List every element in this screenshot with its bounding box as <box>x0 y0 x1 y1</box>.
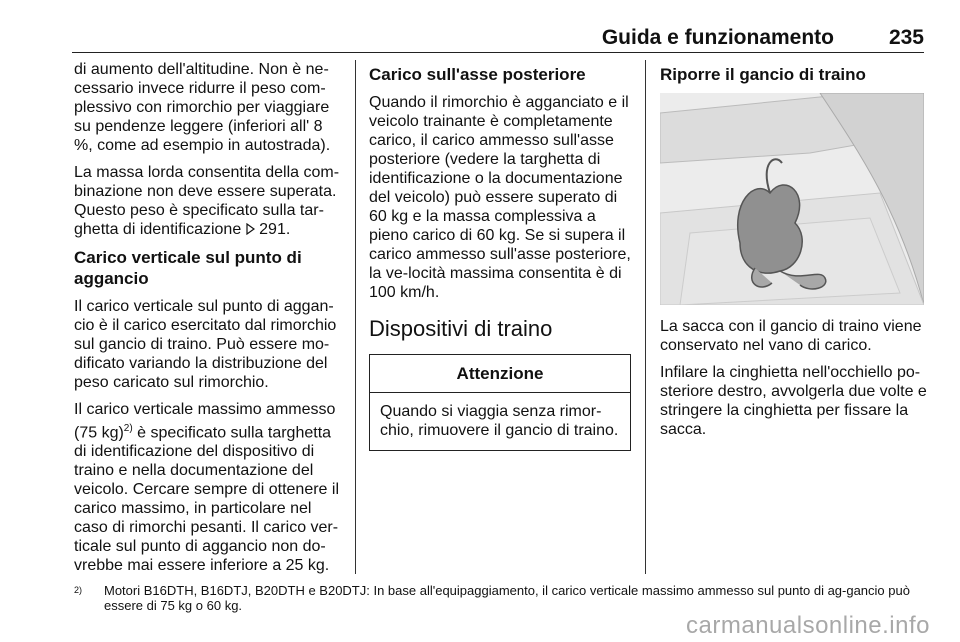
column-2 <box>369 60 631 451</box>
page-header <box>72 24 924 53</box>
heading-vertical-load: Carico verticale sul punto di aggancio <box>74 248 302 288</box>
warning-title: Attenzione <box>370 355 630 393</box>
column-3 <box>660 60 930 447</box>
paragraph-vertical-load: Il carico verticale sul punto di aggan-cio è il carico esercitato dal rimorchio sul gancio di traino. Può essere mo-dificato variando la distribuzione del peso caricato sul rimorchio. <box>74 298 337 391</box>
watermark: carmanualsonline.info <box>686 612 930 639</box>
column-divider-2 <box>645 60 646 574</box>
paragraph-gross-mass <box>74 163 342 239</box>
warning-box <box>369 354 631 451</box>
reference-arrow-icon <box>246 223 255 235</box>
cargo-bag-illustration <box>660 93 924 305</box>
max-load-text-b: è specificato sulla targhetta di identificazione del dispositivo di traino e nella documentazione del veicolo. Cercare sempre di ottenere il carico massimo, in particolare nel caso di rimorchi pesanti. Il carico ver-ticale sul punto di aggancio non do-vrebbe mai essere inferiore a 25 kg. <box>74 424 340 575</box>
column-1 <box>74 60 342 583</box>
paragraph-max-vertical-load <box>74 400 342 575</box>
heading-rear-axle: Carico sull'asse posteriore <box>369 65 586 84</box>
warning-text: Quando si viaggia senza rimor-chio, rimuovere il gancio di traino. <box>380 403 619 439</box>
heading-towing-devices: Dispositivi di traino <box>369 316 553 341</box>
gross-mass-text: La massa lorda consentita della com-binazione non deve essere superata. Questo peso è specificato sulla tar-ghetta di identificazione <box>74 164 340 238</box>
page-reference-link[interactable]: 291. <box>259 221 291 238</box>
heading-store-tow-hook: Riporre il gancio di traino <box>660 65 866 84</box>
max-load-text-a: Il carico verticale massimo ammesso (75 kg) <box>74 401 336 442</box>
paragraph-altitude: di aumento dell'altitudine. Non è ne-cessario invece ridurre il peso com-plessivo con rimorchio per viaggiare su pendenze leggere (inferiori all' 8 %, come ad esempio in autostrada). <box>74 61 331 154</box>
footnote-ref: 2) <box>123 423 133 434</box>
paragraph-rear-axle: Quando il rimorchio è agganciato e il veicolo trainante è completamente carico, il carico ammesso sull'asse posteriore (vedere la targhetta di identificazione o la documentazione del veicolo) può essere superato di 60 kg e la massa complessiva a pieno carico di 60 kg. Se si supera il carico ammesso sull'asse posteriore, la ve-locità massima consentita è di 100 km/h. <box>369 94 631 301</box>
header-title: Guida e funzionamento <box>601 26 834 49</box>
footnote-mark: 2) <box>74 585 83 595</box>
paragraph-bag-fastening: Infilare la cinghietta nell'occhiello po-steriore destro, avvolgerla due volte e stringere la cinghietta per fissare la sacca. <box>660 364 927 438</box>
paragraph-bag-location: La sacca con il gancio di traino viene conservato nel vano di carico. <box>660 318 922 354</box>
footnote <box>74 583 924 613</box>
column-divider-1 <box>355 60 356 574</box>
footnote-text: Motori B16DTH, B16DTJ, B20DTH e B20DTJ: In base all'equipaggiamento, il carico verticale massimo ammesso sul punto di ag-gancio può essere di 75 kg o 60 kg. <box>104 583 910 613</box>
page-number: 235 <box>888 26 924 49</box>
